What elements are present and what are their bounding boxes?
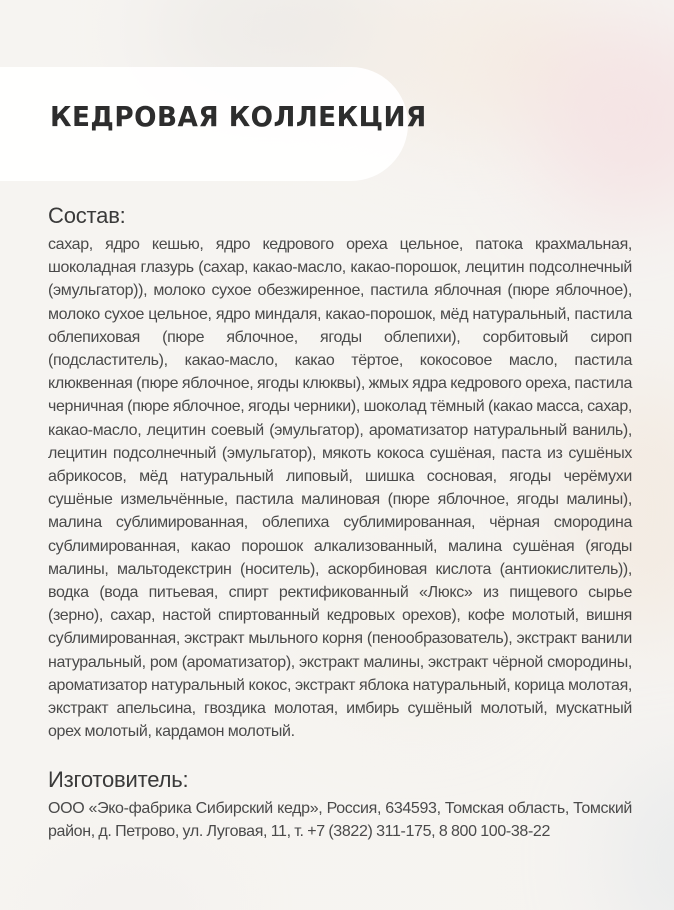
composition-heading: Состав: [48, 203, 126, 228]
composition-text: сахар, ядро кешью, ядро кедрового ореха цельное, патока крахмальная, шоколадная глазурь (сахар, какао-масло, какао-порошок, лецитин подсолнечный (эмульгатор)), молоко сухое обезжиренное, пастила яблочная (пюре яблочное), молоко сухое цельное, ядро миндаля, какао-порошок, мёд натуральный, пастила облепиховая (пюре яблочное, ягоды облепихи), сорбитовый сироп (подсластитель), какао-масло, какао тёртое, кокосовое масло, пастила клюквенная (пюре яблочное, ягоды клюквы), жмых ядра кедрового ореха, пастила черничная (пюре яблочное, ягоды черники), шоколад тёмный (какао масса, сахар, какао-масло, лецитин соевый (эмульгатор), ароматизатор натуральный ваниль), лецитин подсолнечный (эмульгатор), мякоть кокоса сушёная, паста из сушёных абрикосов, мёд натуральный липовый, шишка сосновая, ягоды черёмухи сушёные измельчённые, пастила малиновая (пюре яблочное, ягоды малины), малина сублимированная, облепиха сублимированная, чёрная смородина сублимированная, какао порошок алкализованный, малина сушёная (ягоды малины, мальтодекстрин (носитель), аскорбиновая кислота (антиокислитель)), водка (вода питьевая, спирт ректификованный «Люкс» из пищевого сырье (зерно), сахар, настой спиртованный кедровых орехов), кофе молотый, вишня сублимированная, экстракт мыльного корня (пенообразователь), экстракт ванили натуральный, ром (ароматизатор), экстракт малины, экстракт чёрной смородины, ароматизатор натуральный кокос, экстракт яблока натуральный, корица молотая, экстракт апельсина, гвоздика молотая, имбирь сушёный молотый, мускатный орех молотый, кардамон молотый. [48, 236, 632, 741]
manufacturer-heading: Изготовитель: [48, 767, 189, 792]
manufacturer-text: ООО «Эко-фабрика Сибирский кедр», Россия, 634593, Томская область, Томский район, д. Петрово, ул. Луговая, 11, т. +7 (3822) 311-175, 8 800 100-38-22 [48, 800, 632, 841]
page-title: КЕДРОВАЯ КОЛЛЕКЦИЯ [50, 100, 427, 133]
